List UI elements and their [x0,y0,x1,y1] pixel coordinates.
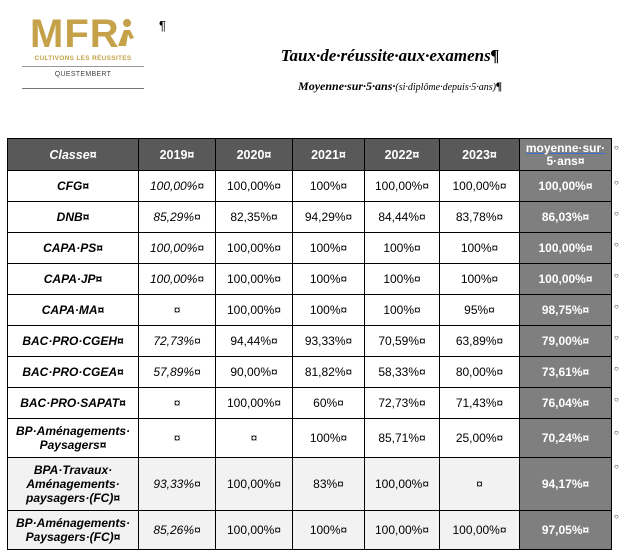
cell-2020: 100,00%¤ [216,388,293,419]
cell-2020: 90,00%¤ [216,357,293,388]
results-table [7,138,612,550]
header-2020: 2020¤ [216,139,293,171]
logo-slogan: CULTIVONS LES RÉUSSITES [34,55,132,62]
classe-line: paysagers·(FC)¤ [25,491,121,505]
cell-moyenne: 100,00%¤ [520,233,612,264]
table-row [8,295,612,326]
cell-moyenne: 86,03%¤ [520,202,612,233]
cell-2022: 100%¤ [365,295,440,326]
cell-2020: ¤ [216,419,293,458]
cell-2019: 100,00%¤ [139,233,216,264]
cell-2019: 100,00%¤ [139,171,216,202]
cell-2022: 70,59%¤ [365,326,440,357]
cell-2023: ¤ [440,458,520,511]
cell-2023: 71,43%¤ [440,388,520,419]
cell-classe: BAC·PRO·CGEH¤ [8,326,139,357]
table-header-row [8,139,612,171]
cell-2021: 100%¤ [293,171,365,202]
cell-moyenne: 100,00%¤ [520,264,612,295]
cell-2022: 100,00%¤ [365,511,440,550]
cell-2023: 100%¤ [440,233,520,264]
table-row [8,388,612,419]
row-end-mark: ○ [614,428,619,437]
person-icon [114,18,136,48]
subtitle-note: (si·diplôme·depuis·5·ans) [395,82,496,93]
cell-classe: CAPA·JP¤ [8,264,139,295]
header-2019: 2019¤ [139,139,216,171]
cell-2019: 57,89%¤ [139,357,216,388]
cell-classe: CFG¤ [8,171,139,202]
cell-2021: 60%¤ [293,388,365,419]
cell-2019: 72,73%¤ [139,326,216,357]
cell-2022: 85,71%¤ [365,419,440,458]
header-classe: Classe¤ [8,139,139,171]
cell-classe: CAPA·PS¤ [8,233,139,264]
cell-moyenne: 76,04%¤ [520,388,612,419]
cell-2020: 100,00%¤ [216,511,293,550]
row-end-mark: ○ [614,364,619,373]
logo-divider [22,88,144,89]
cell-2020: 94,44%¤ [216,326,293,357]
table-row [8,171,612,202]
cell-2021: 94,29%¤ [293,202,365,233]
mfr-logo [22,14,144,92]
row-end-mark: ○ [614,512,619,521]
cell-moyenne: 79,00%¤ [520,326,612,357]
cell-2023: 63,89%¤ [440,326,520,357]
cell-2021: 100%¤ [293,511,365,550]
cell-2019: ¤ [139,419,216,458]
logo-location: QUESTEMBERT [54,71,112,78]
table-row [8,419,612,458]
cell-2022: 72,73%¤ [365,388,440,419]
cell-2021: 83%¤ [293,458,365,511]
row-end-mark: ○ [614,333,619,342]
cell-2020: 100,00%¤ [216,295,293,326]
subtitle-main: Moyenne·sur·5·ans· [298,79,396,93]
cell-classe: DNB¤ [8,202,139,233]
row-end-mark: ○ [614,143,619,152]
header-moyenne-line1: moyenne·sur· [525,140,606,155]
cell-2021: 81,82%¤ [293,357,365,388]
cell-2022: 84,44%¤ [365,202,440,233]
cell-classe [8,419,139,458]
cell-2022: 100%¤ [365,233,440,264]
cell-2023: 80,00%¤ [440,357,520,388]
cell-2020: 100,00%¤ [216,171,293,202]
cell-2021: 100%¤ [293,264,365,295]
cell-moyenne: 73,61%¤ [520,357,612,388]
row-end-mark: ○ [614,271,619,280]
cell-2021: 100%¤ [293,419,365,458]
cell-classe: BAC·PRO·SAPAT¤ [8,388,139,419]
table-row [8,233,612,264]
cell-2022: 100%¤ [365,264,440,295]
cell-2023: 25,00%¤ [440,419,520,458]
page-subtitle [220,79,580,94]
cell-2020: 82,35%¤ [216,202,293,233]
classe-line: Paysagers¤ [39,438,107,452]
cell-2021: 100%¤ [293,295,365,326]
classe-line: BPA·Travaux· [33,463,113,477]
cell-2021: 100%¤ [293,233,365,264]
cell-2019: 85,29%¤ [139,202,216,233]
header-moyenne [520,139,612,171]
cell-moyenne: 100,00%¤ [520,171,612,202]
cell-2020: 100,00%¤ [216,264,293,295]
row-end-mark: ○ [614,302,619,311]
cell-2019: ¤ [139,295,216,326]
cell-2022: 100,00%¤ [365,171,440,202]
cell-classe: CAPA·MA¤ [8,295,139,326]
header-moyenne-line2: 5·ans¤ [546,153,585,168]
cell-2023: 83,78%¤ [440,202,520,233]
subtitle-end: ¶ [495,79,502,93]
cell-2023: 100,00%¤ [440,171,520,202]
cell-2022: 58,33%¤ [365,357,440,388]
page-title: Taux·de·réussite·aux·examens¶ [280,46,500,65]
classe-line: BP·Aménagements· [15,424,131,438]
cell-2023: 95%¤ [440,295,520,326]
table-row [8,264,612,295]
cell-classe [8,511,139,550]
table-row [8,202,612,233]
cell-2021: 93,33%¤ [293,326,365,357]
cell-2019: 93,33%¤ [139,458,216,511]
paragraph-mark: ¶ [159,18,166,33]
header-2023: 2023¤ [440,139,520,171]
header-2021: 2021¤ [293,139,365,171]
cell-moyenne: 98,75%¤ [520,295,612,326]
cell-2019: 100,00%¤ [139,264,216,295]
cell-2023: 100%¤ [440,264,520,295]
cell-2020: 100,00%¤ [216,233,293,264]
table-row [8,326,612,357]
classe-line: Aménagements· [26,477,120,491]
row-end-mark: ○ [614,462,619,471]
cell-2023: 100,00%¤ [440,511,520,550]
cell-2019: 85,26%¤ [139,511,216,550]
cell-moyenne: 70,24%¤ [520,419,612,458]
cell-2022: 100,00%¤ [365,458,440,511]
cell-classe: BAC·PRO·CGEA¤ [8,357,139,388]
table-row [8,511,612,550]
cell-2020: 100,00%¤ [216,458,293,511]
cell-2019: ¤ [139,388,216,419]
row-end-mark: ○ [614,209,619,218]
logo-brand: MFR [30,12,120,56]
classe-line: Paysagers·(FC)¤ [25,530,121,544]
row-end-mark: ○ [614,395,619,404]
logo-divider [22,66,144,67]
classe-line: BP·Aménagements· [15,516,131,530]
cell-moyenne: 94,17%¤ [520,458,612,511]
cell-moyenne: 97,05%¤ [520,511,612,550]
table-row [8,357,612,388]
header-2022: 2022¤ [365,139,440,171]
row-end-mark: ○ [614,240,619,249]
table-row [8,458,612,511]
row-end-mark: ○ [614,178,619,187]
cell-classe [8,458,139,511]
